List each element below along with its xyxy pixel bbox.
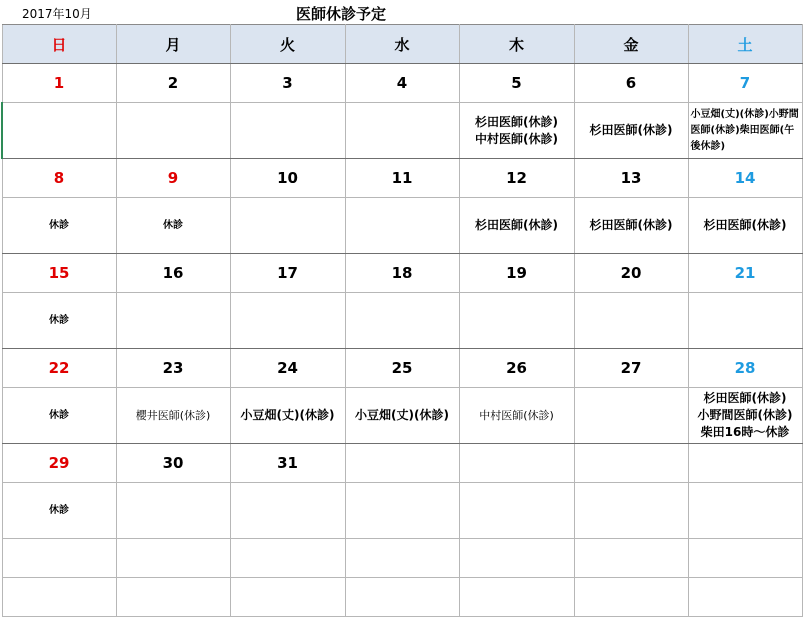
empty-cell[interactable] xyxy=(2,539,116,578)
date-cell[interactable]: 23 xyxy=(116,349,230,388)
weekday-fri: 金 xyxy=(574,25,688,64)
week-3-notes xyxy=(2,293,802,349)
date-cell[interactable]: 20 xyxy=(574,254,688,293)
note-cell[interactable]: 杉田医師(休診) 中村医師(休診) xyxy=(459,103,574,159)
weekday-tue: 火 xyxy=(230,25,345,64)
note-cell[interactable] xyxy=(230,198,345,254)
note-cell[interactable] xyxy=(2,103,116,159)
weekday-thu: 木 xyxy=(459,25,574,64)
note-cell[interactable]: 杉田医師(休診) xyxy=(574,103,688,159)
note-cell[interactable] xyxy=(688,293,802,349)
date-cell[interactable]: 14 xyxy=(688,159,802,198)
date-cell[interactable] xyxy=(574,444,688,483)
empty-cell[interactable] xyxy=(116,578,230,617)
note-cell[interactable] xyxy=(230,293,345,349)
date-cell[interactable]: 5 xyxy=(459,64,574,103)
week-4-notes xyxy=(2,388,802,444)
note-cell[interactable]: 休診 xyxy=(2,293,116,349)
date-cell[interactable]: 29 xyxy=(2,444,116,483)
date-cell[interactable]: 3 xyxy=(230,64,345,103)
note-cell[interactable]: 杉田医師(休診) xyxy=(688,198,802,254)
note-cell[interactable] xyxy=(116,483,230,539)
note-cell[interactable]: 小豆畑(丈)(休診)小野間医師(休診)柴田医師(午後休診) xyxy=(688,103,802,159)
empty-cell[interactable] xyxy=(2,578,116,617)
note-cell[interactable] xyxy=(345,198,459,254)
date-cell[interactable]: 31 xyxy=(230,444,345,483)
date-cell[interactable]: 9 xyxy=(116,159,230,198)
date-cell[interactable] xyxy=(459,444,574,483)
note-cell[interactable] xyxy=(574,483,688,539)
note-cell[interactable]: 中村医師(休診) xyxy=(459,388,574,444)
note-cell[interactable]: 杉田医師(休診) 小野間医師(休診) 柴田16時～休診 xyxy=(688,388,802,444)
date-cell[interactable]: 6 xyxy=(574,64,688,103)
month-label: 2017年10月 xyxy=(22,7,92,21)
note-cell[interactable]: 休診 xyxy=(2,198,116,254)
calendar-grid xyxy=(1,24,803,617)
empty-cell[interactable] xyxy=(688,578,802,617)
note-cell[interactable]: 休診 xyxy=(2,483,116,539)
date-cell[interactable]: 16 xyxy=(116,254,230,293)
note-cell[interactable]: 休診 xyxy=(2,388,116,444)
weekday-wed: 水 xyxy=(345,25,459,64)
date-cell[interactable]: 30 xyxy=(116,444,230,483)
date-cell[interactable]: 27 xyxy=(574,349,688,388)
date-cell[interactable]: 17 xyxy=(230,254,345,293)
week-4-dates xyxy=(2,349,802,388)
week-2-dates xyxy=(2,159,802,198)
empty-cell[interactable] xyxy=(459,539,574,578)
week-5-notes xyxy=(2,483,802,539)
empty-cell[interactable] xyxy=(230,578,345,617)
note-cell[interactable] xyxy=(459,293,574,349)
date-cell[interactable] xyxy=(345,444,459,483)
note-cell[interactable] xyxy=(345,293,459,349)
empty-row xyxy=(2,578,802,617)
date-cell[interactable]: 15 xyxy=(2,254,116,293)
note-cell[interactable] xyxy=(688,483,802,539)
empty-row xyxy=(2,539,802,578)
note-cell[interactable] xyxy=(574,388,688,444)
week-5-dates xyxy=(2,444,802,483)
page-title: 医師休診予定 xyxy=(296,5,387,23)
empty-cell[interactable] xyxy=(574,539,688,578)
date-cell[interactable]: 7 xyxy=(688,64,802,103)
weekday-mon: 月 xyxy=(116,25,230,64)
empty-cell[interactable] xyxy=(345,539,459,578)
note-cell[interactable] xyxy=(116,293,230,349)
date-cell[interactable]: 13 xyxy=(574,159,688,198)
date-cell[interactable]: 26 xyxy=(459,349,574,388)
empty-cell[interactable] xyxy=(688,539,802,578)
date-cell[interactable]: 8 xyxy=(2,159,116,198)
note-cell[interactable] xyxy=(230,483,345,539)
weekday-header-row xyxy=(2,25,802,64)
note-cell[interactable] xyxy=(345,103,459,159)
date-cell[interactable]: 21 xyxy=(688,254,802,293)
note-cell[interactable]: 杉田医師(休診) xyxy=(459,198,574,254)
empty-cell[interactable] xyxy=(345,578,459,617)
week-1-notes xyxy=(2,103,802,159)
weekday-sat: 土 xyxy=(688,25,802,64)
week-2-notes xyxy=(2,198,802,254)
date-cell[interactable]: 22 xyxy=(2,349,116,388)
date-cell[interactable]: 28 xyxy=(688,349,802,388)
empty-cell[interactable] xyxy=(230,539,345,578)
date-cell[interactable]: 2 xyxy=(116,64,230,103)
note-cell[interactable] xyxy=(574,293,688,349)
note-cell[interactable]: 杉田医師(休診) xyxy=(574,198,688,254)
date-cell[interactable]: 19 xyxy=(459,254,574,293)
note-cell[interactable]: 櫻井医師(休診) xyxy=(116,388,230,444)
empty-cell[interactable] xyxy=(459,578,574,617)
date-cell[interactable]: 11 xyxy=(345,159,459,198)
note-cell[interactable]: 小豆畑(丈)(休診) xyxy=(345,388,459,444)
date-cell[interactable]: 25 xyxy=(345,349,459,388)
empty-cell[interactable] xyxy=(116,539,230,578)
note-cell[interactable] xyxy=(459,483,574,539)
note-cell[interactable]: 休診 xyxy=(116,198,230,254)
date-cell[interactable]: 4 xyxy=(345,64,459,103)
date-cell[interactable] xyxy=(688,444,802,483)
note-cell[interactable] xyxy=(116,103,230,159)
week-1-dates xyxy=(2,64,802,103)
note-cell[interactable]: 小豆畑(丈)(休診) xyxy=(230,388,345,444)
date-cell[interactable]: 12 xyxy=(459,159,574,198)
note-cell[interactable] xyxy=(230,103,345,159)
date-cell[interactable]: 1 xyxy=(2,64,116,103)
weekday-sun: 日 xyxy=(2,25,116,64)
week-3-dates xyxy=(2,254,802,293)
date-cell[interactable]: 18 xyxy=(345,254,459,293)
note-cell[interactable] xyxy=(345,483,459,539)
date-cell[interactable]: 10 xyxy=(230,159,345,198)
date-cell[interactable]: 24 xyxy=(230,349,345,388)
title-bar xyxy=(0,0,804,24)
empty-cell[interactable] xyxy=(574,578,688,617)
